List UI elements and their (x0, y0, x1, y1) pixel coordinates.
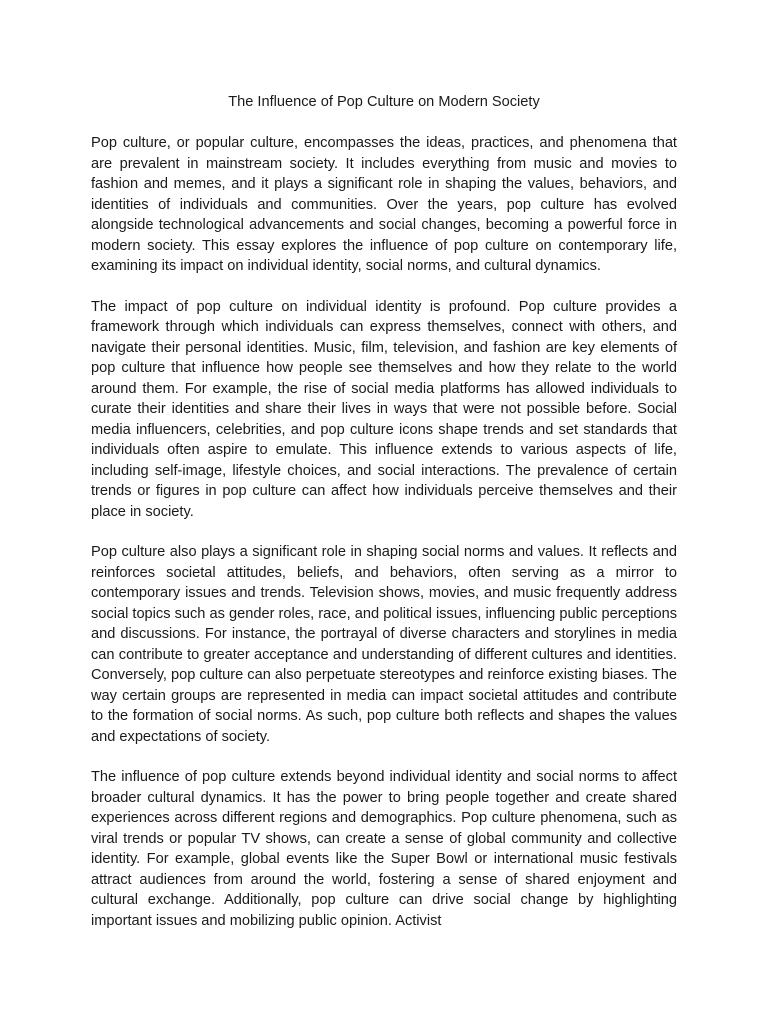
paragraph-social-norms: Pop culture also plays a significant role in shaping social norms and values. It reflects and reinforces societal attitudes, beliefs, and behaviors, often serving as a mirror to contemporary issues and trends. Television shows, movies, and music frequently address social topics such as gender roles, race, and political issues, influencing public perceptions and discussions. For instance, the portrayal of diverse characters and storylines in media can contribute to greater acceptance and understanding of different cultures and identities. Conversely, pop culture can also perpetuate stereotypes and reinforce existing biases. The way certain groups are represented in media can impact societal attitudes and contribute to the formation of social norms. As such, pop culture both reflects and shapes the values and expectations of society. (91, 544, 677, 745)
paragraph-individual-identity: The impact of pop culture on individual identity is profound. Pop culture provides a framework through which individuals can express themselves, connect with others, and navigate their personal identities. Music, film, television, and fashion are key elements of pop culture that influence how people see themselves and how they relate to the world around them. For example, the rise of social media platforms has allowed individuals to curate their identities and share their lives in ways that were not possible before. Social media influencers, celebrities, and pop culture icons shape trends and set standards that individuals often aspire to emulate. This influence extends to various aspects of life, including self-image, lifestyle choices, and social interactions. The prevalence of certain trends or figures in pop culture can affect how individuals perceive themselves and their place in society. (91, 298, 677, 520)
document-title: The Influence of Pop Culture on Modern Society (228, 94, 540, 110)
paragraph-cultural-dynamics: The influence of pop culture extends beyond individual identity and social norms to affect broader cultural dynamics. It has the power to bring people together and create shared experiences across different regions and demographics. Pop culture phenomena, such as viral trends or popular TV shows, can create a sense of global community and collective identity. For example, global events like the Super Bowl or international music festivals attract audiences from around the world, fostering a sense of shared enjoyment and cultural exchange. Additionally, pop culture can drive social change by highlighting important issues and mobilizing public opinion. Activist (91, 769, 677, 929)
paragraph-introduction: Pop culture, or popular culture, encompasses the ideas, practices, and phenomena that are prevalent in mainstream society. It includes everything from music and movies to fashion and memes, and it plays a significant role in shaping the values, behaviors, and identities of individuals and communities. Over the years, pop culture has evolved alongside technological advancements and social changes, becoming a powerful force in modern society. This essay explores the influence of pop culture on contemporary life, examining its impact on individual identity, social norms, and cultural dynamics. (91, 135, 677, 274)
document-page (91, 92, 677, 931)
